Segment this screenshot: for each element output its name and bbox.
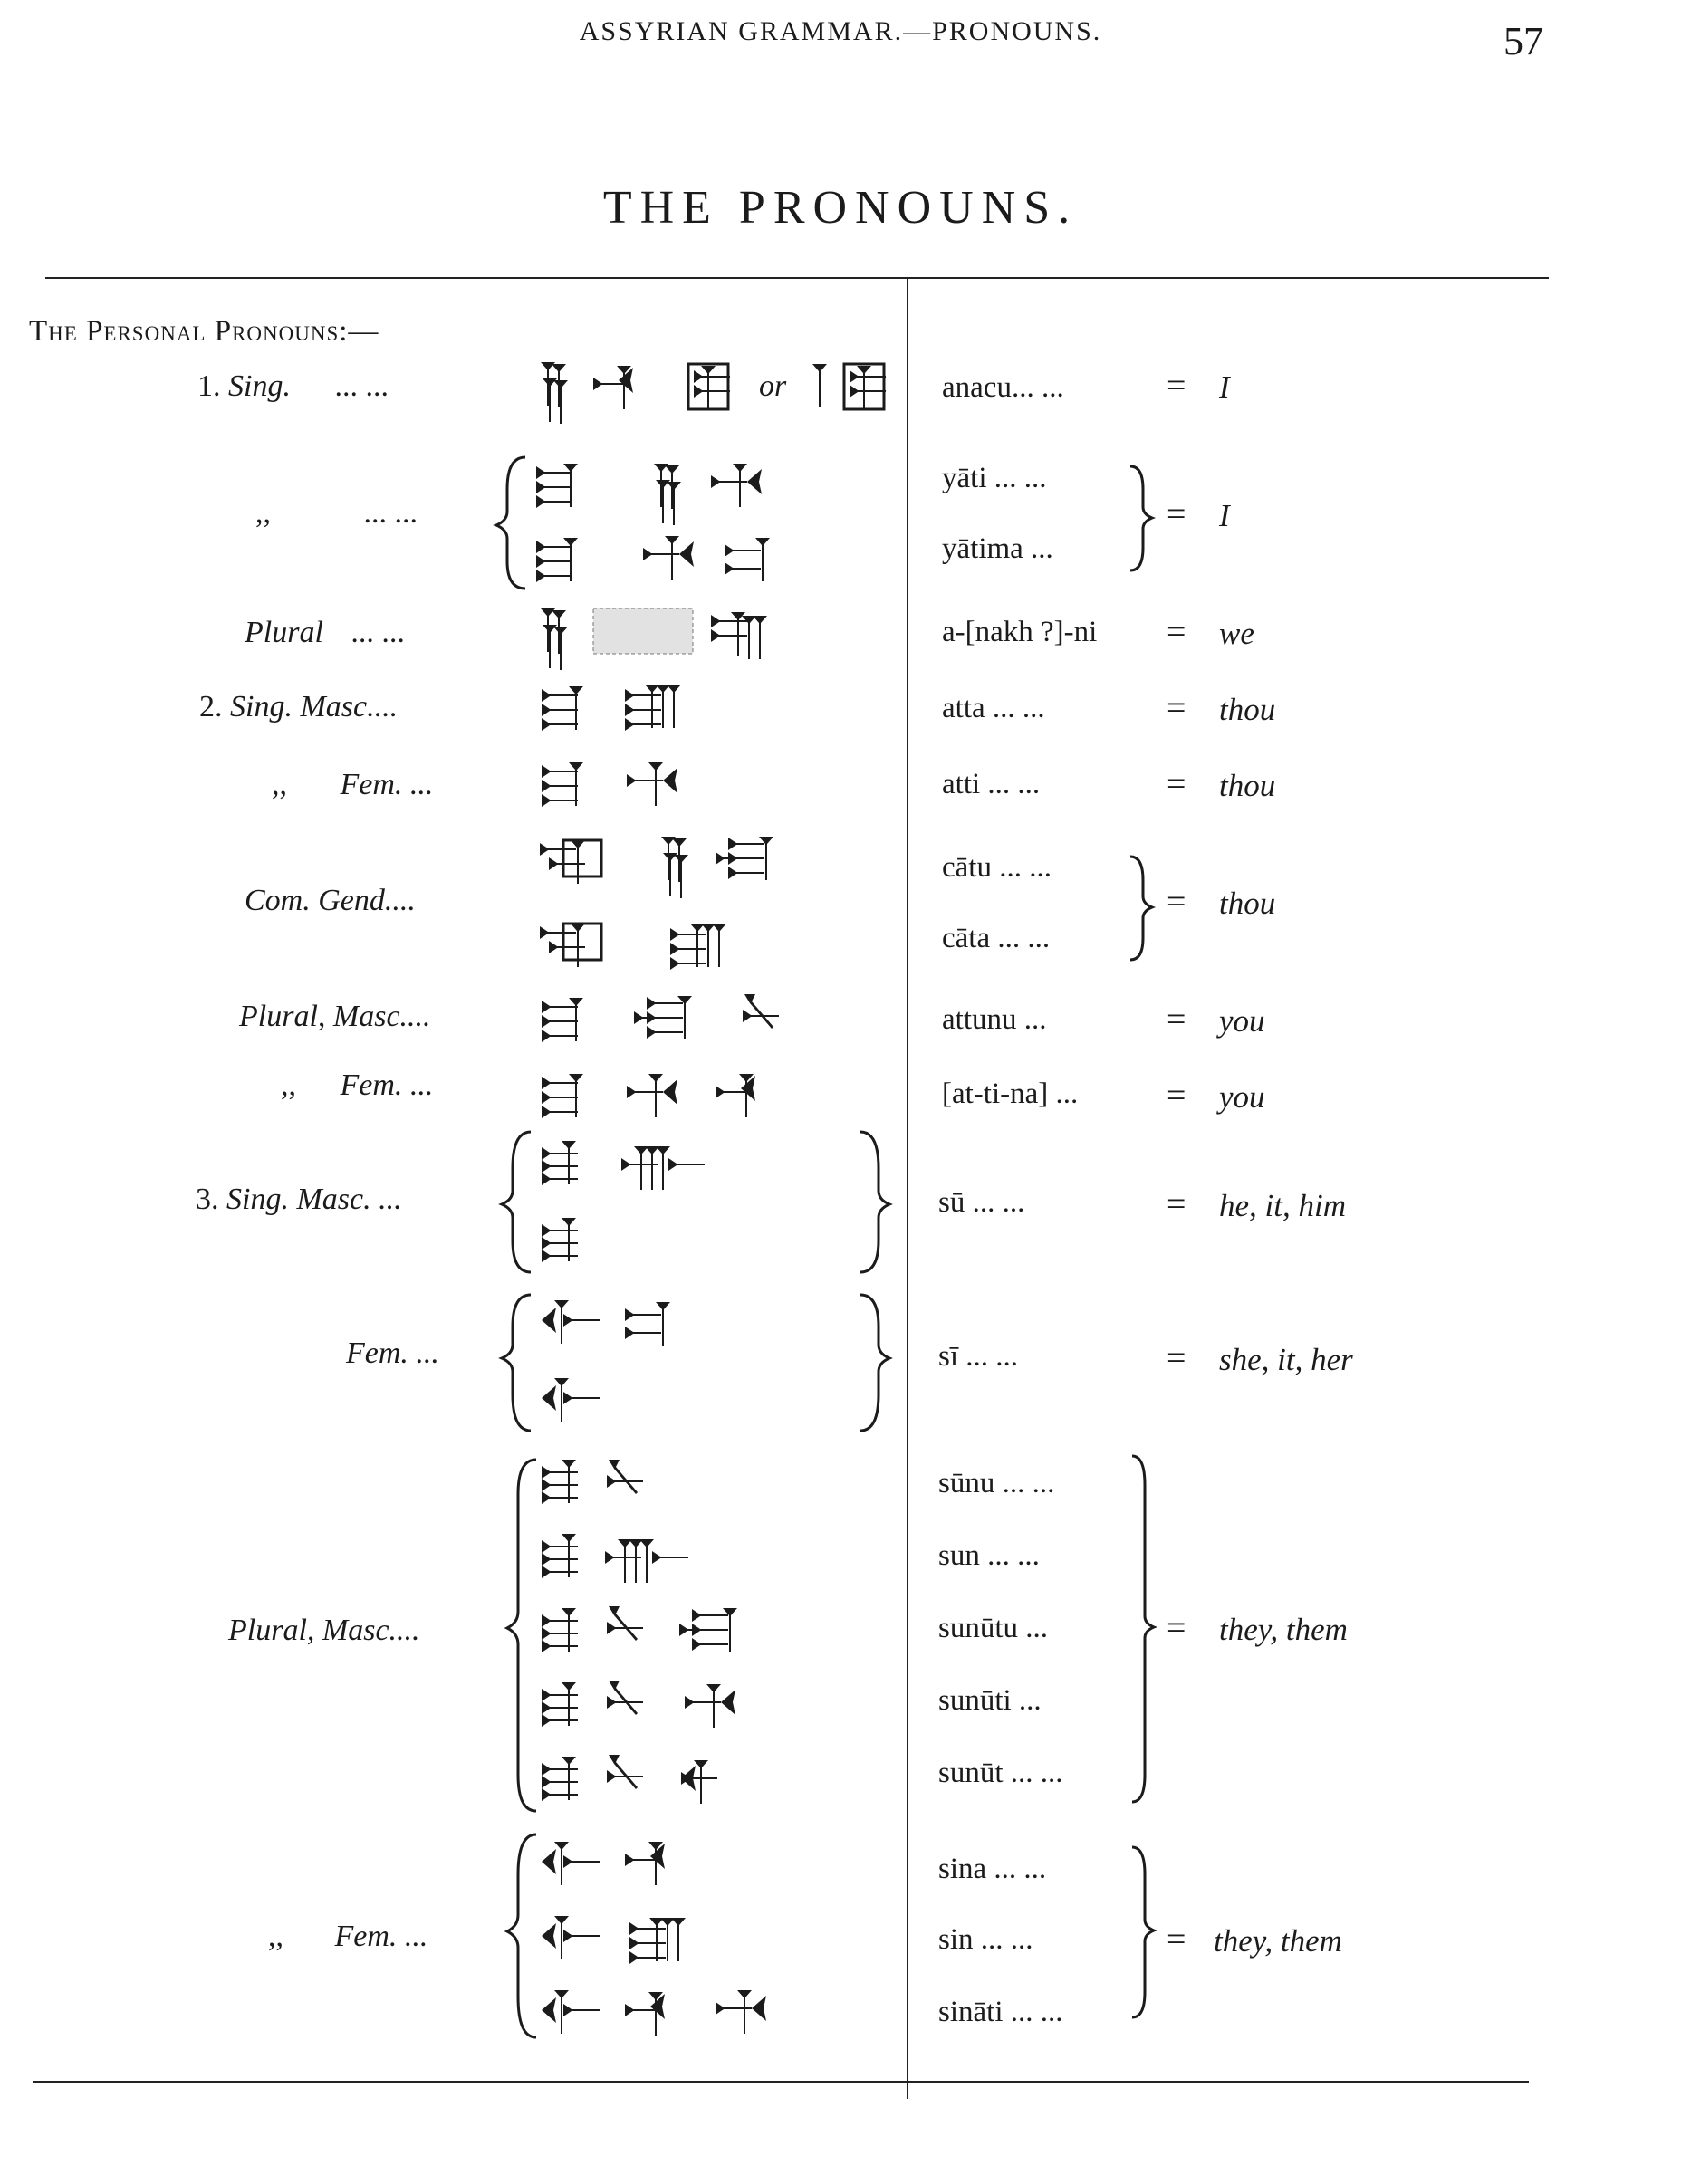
label-number: 3.: [196, 1183, 219, 1216]
translit: sina ... ...: [938, 1853, 1047, 1885]
cuneiform-row-12: [507, 1834, 766, 2037]
section-label: The Personal Pronouns:—: [29, 315, 379, 348]
equals-sign: =: [1167, 495, 1186, 533]
equals-sign: =: [1167, 1077, 1186, 1115]
translit: sunūt ... ...: [938, 1757, 1063, 1789]
ditto-mark: ,,: [255, 496, 271, 530]
meaning: she, it, her: [1219, 1342, 1353, 1377]
cuneiform-row-8: [542, 1074, 755, 1118]
translit: a-[nakh ?]-ni: [942, 616, 1098, 648]
translit: sūnu ... ...: [938, 1467, 1055, 1499]
ditto-mark: ,,: [268, 1920, 283, 1953]
cuneiform-row-11: [507, 1460, 737, 1811]
ditto-mark: ,,: [272, 768, 287, 801]
label-dots: ... ...: [351, 616, 405, 649]
equals-sign: =: [1167, 1921, 1186, 1959]
translit: sināti ... ...: [938, 1996, 1063, 2028]
translit: attunu ...: [942, 1003, 1047, 1036]
cuneiform-row-10: [502, 1295, 889, 1431]
meaning: he, it, him: [1219, 1188, 1346, 1223]
translit: sī ... ...: [938, 1340, 1019, 1373]
translit: sū ... ...: [938, 1186, 1025, 1219]
translit: sunūti ...: [938, 1684, 1042, 1717]
translit: [at-ti-na] ...: [942, 1078, 1079, 1110]
page-title: THE PRONOUNS.: [602, 182, 1079, 234]
meaning: you: [1219, 1003, 1265, 1039]
cuneiform-row-1: [541, 362, 886, 424]
meaning: I: [1219, 369, 1230, 405]
label-text: Sing. Masc....: [230, 690, 399, 723]
meaning: thou: [1219, 886, 1276, 921]
meaning: you: [1219, 1079, 1265, 1115]
meaning: they, them: [1214, 1923, 1342, 1959]
label-number: 1.: [197, 369, 221, 403]
equals-sign: =: [1167, 613, 1186, 651]
label-dots: ... ...: [363, 496, 418, 530]
cuneiform-row-2: [496, 457, 770, 589]
translit: anacu... ...: [942, 371, 1064, 404]
label-text: Fem. ...: [340, 768, 434, 801]
equals-sign: =: [1167, 367, 1186, 405]
equals-sign: =: [1167, 1609, 1186, 1647]
label-text: Sing. Masc. ...: [226, 1183, 402, 1216]
cuneiform-row-3: [541, 608, 767, 670]
page-number: 57: [1503, 19, 1543, 63]
meaning: we: [1219, 616, 1254, 651]
equals-sign: =: [1167, 765, 1186, 803]
translit: sin ... ...: [938, 1923, 1033, 1956]
label-text: Fem. ...: [346, 1336, 439, 1370]
translit: atta ... ...: [942, 692, 1045, 724]
cuneiform-row-5: [542, 762, 677, 807]
translit: yātima ...: [942, 532, 1053, 565]
label-text: Sing.: [228, 369, 291, 403]
meaning: they, them: [1219, 1612, 1348, 1647]
cuneiform-row-9: [502, 1132, 889, 1272]
equals-sign: =: [1167, 1185, 1186, 1223]
label-text: Com. Gend....: [245, 884, 416, 917]
label-number: 2.: [199, 690, 223, 723]
equals-sign: =: [1167, 1001, 1186, 1039]
running-head: ASSYRIAN GRAMMAR.—PRONOUNS.: [579, 16, 1102, 46]
translit: sun ... ...: [938, 1539, 1040, 1572]
equals-sign: =: [1167, 1339, 1186, 1377]
translit: atti ... ...: [942, 768, 1041, 800]
equals-sign: =: [1167, 883, 1186, 921]
ditto-mark: ,,: [281, 1068, 296, 1102]
cuneiform-row-7: [542, 994, 779, 1042]
label-dots: ... ...: [334, 369, 389, 403]
label-text: Plural: [245, 616, 323, 649]
translit: yāti ... ...: [942, 462, 1047, 494]
cuneiform-row-6: [540, 837, 773, 970]
translit-braces: [1130, 466, 1154, 2017]
cuneiform-row-4: [542, 685, 681, 731]
label-text: Plural, Masc....: [239, 1000, 431, 1033]
translit: sunūtu ...: [938, 1612, 1049, 1644]
meaning: thou: [1219, 692, 1276, 727]
or-text: or: [759, 369, 787, 403]
label-text: Plural, Masc....: [228, 1614, 420, 1647]
meaning: thou: [1219, 768, 1276, 803]
meaning: I: [1219, 498, 1230, 533]
equals-sign: =: [1167, 689, 1186, 727]
translit: cāta ... ...: [942, 922, 1051, 954]
translit: cātu ... ...: [942, 851, 1052, 884]
label-text: Fem. ...: [334, 1920, 428, 1953]
label-text: Fem. ...: [340, 1068, 434, 1102]
